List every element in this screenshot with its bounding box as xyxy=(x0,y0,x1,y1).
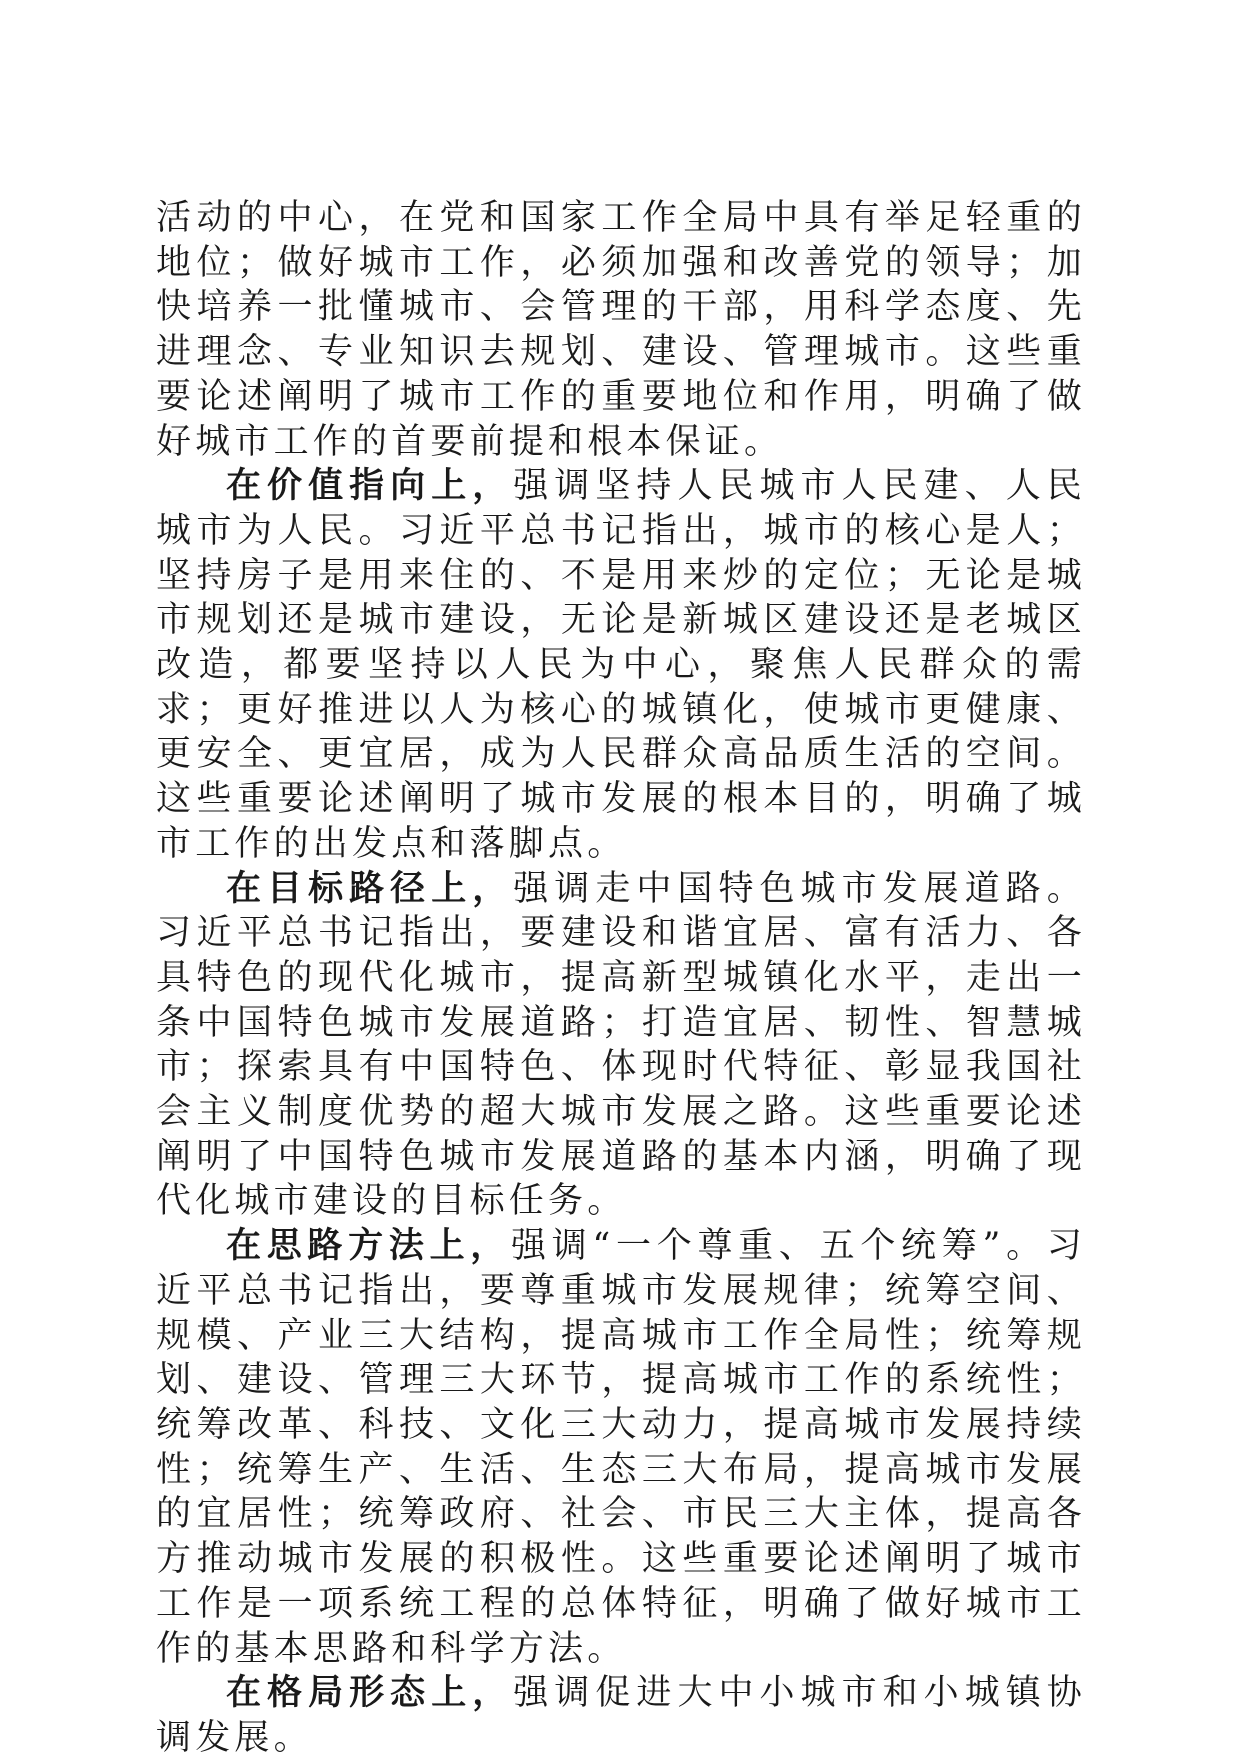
paragraph-approach-method xyxy=(156,1224,1086,1671)
paragraph-lead: 在思路方法上， xyxy=(226,1226,511,1267)
paragraph-lead: 在格局形态上， xyxy=(226,1673,514,1714)
paragraph-body: 强调“一个尊重、五个统筹”。习近平总书记指出，要尊重城市发展规律；统筹空间、规模、产业三大结构，提高城市工作全局性；统筹规划、建设、管理三大环节，提高城市工作的系统性；统筹改革、科技、文化三大动力，提高城市发展持续性；统筹生产、生活、生态三大布局，提高城市发展的宜居性；统筹政府、社会、市民三大主体，提高各方推动城市发展的积极性。这些重要论述阐明了城市工作是一项系统工程的总体特征，明确了做好城市工作的基本思路和科学方法。 xyxy=(156,1226,1086,1669)
paragraph-lead: 在目标路径上， xyxy=(226,868,514,909)
paragraph-continuation xyxy=(156,196,1086,464)
body-text xyxy=(156,196,1086,1761)
paragraph-goal-path xyxy=(156,867,1086,1225)
paragraph-body: 强调坚持人民城市人民建、人民城市为人民。习近平总书记指出，城市的核心是人；坚持房子是用来住的、不是用来炒的定位；无论是城市规划还是城市建设，无论是新城区建设还是老城区改造，都要坚持以人民为中心，聚焦人民群众的需求；更好推进以人为核心的城镇化，使城市更健康、更安全、更宜居，成为人民群众高品质生活的空间。这些重要论述阐明了城市发展的根本目的，明确了城市工作的出发点和落脚点。 xyxy=(156,466,1086,864)
paragraph-pattern-form xyxy=(156,1671,1086,1760)
paragraph-value-orientation xyxy=(156,464,1086,866)
paragraph-body: 活动的中心，在党和国家工作全局中具有举足轻重的地位；做好城市工作，必须加强和改善党的领导；加快培养一批懂城市、会管理的干部，用科学态度、先进理念、专业知识去规划、建设、管理城市。这些重要论述阐明了城市工作的重要地位和作用，明确了做好城市工作的首要前提和根本保证。 xyxy=(156,198,1086,462)
paragraph-lead: 在价值指向上， xyxy=(226,466,514,507)
paragraph-body: 强调走中国特色城市发展道路。习近平总书记指出，要建设和谐宜居、富有活力、各具特色的现代化城市，提高新型城镇化水平，走出一条中国特色城市发展道路；打造宜居、韧性、智慧城市；探索具有中国特色、体现时代特征、彰显我国社会主义制度优势的超大城市发展之路。这些重要论述阐明了中国特色城市发展道路的基本内涵，明确了现代化城市建设的目标任务。 xyxy=(156,868,1086,1222)
paragraph-body: 强调促进大中小城市和小城镇协调发展。 xyxy=(156,1673,1086,1758)
